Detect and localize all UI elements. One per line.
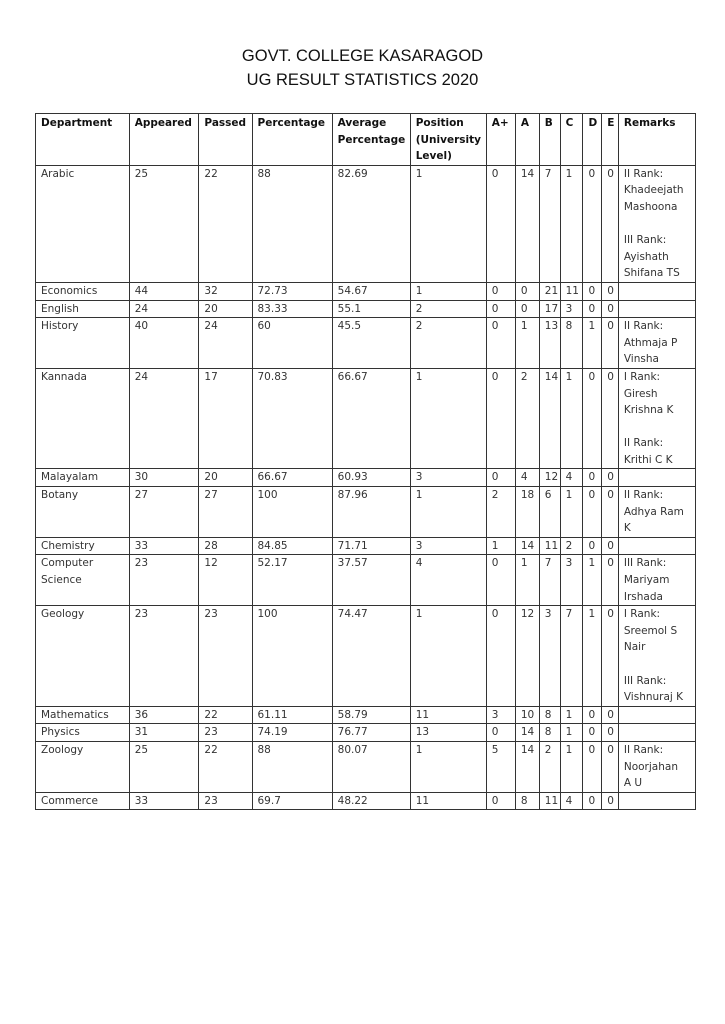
- cell-a-plus: 2: [486, 487, 515, 538]
- remarks-line: [624, 656, 693, 673]
- remarks-line: Mashoona: [623, 200, 678, 213]
- table-row: [36, 469, 696, 487]
- cell-department: Mathematics: [36, 706, 130, 724]
- cell-d: 0: [583, 706, 602, 724]
- cell-b: 11: [539, 792, 560, 810]
- cell-average-percentage: 55.1: [332, 300, 410, 318]
- cell-remarks: [618, 469, 695, 487]
- cell-e: 0: [602, 606, 619, 707]
- cell-remarks: [618, 282, 695, 300]
- cell-d: 1: [583, 606, 602, 707]
- cell-position: 3: [410, 469, 486, 487]
- remarks-line: Noorjahan: [623, 760, 678, 773]
- cell-position: 1: [410, 165, 486, 282]
- cell-appeared: 23: [129, 555, 199, 606]
- cell-department: Computer Science: [36, 555, 130, 606]
- cell-percentage: 88: [252, 741, 332, 792]
- cell-a-plus: 0: [486, 724, 515, 742]
- cell-a: 14: [515, 537, 539, 555]
- cell-b: 7: [539, 555, 560, 606]
- cell-c: 8: [560, 318, 583, 369]
- cell-c: 3: [560, 300, 583, 318]
- cell-department: Geology: [36, 606, 130, 707]
- cell-e: 0: [602, 282, 619, 300]
- remarks-line: [624, 419, 693, 436]
- cell-average-percentage: 45.5: [332, 318, 410, 369]
- cell-position: 1: [410, 282, 486, 300]
- cell-a: 1: [515, 318, 539, 369]
- remarks-line: Giresh: [623, 387, 658, 400]
- cell-d: 0: [583, 537, 602, 555]
- table-row: [36, 300, 696, 318]
- cell-remarks: [618, 555, 695, 606]
- remarks-line: I Rank:: [623, 608, 661, 621]
- cell-e: 0: [602, 792, 619, 810]
- cell-b: 12: [539, 469, 560, 487]
- cell-e: 0: [602, 537, 619, 555]
- cell-a: 14: [515, 165, 539, 282]
- cell-c: 1: [560, 724, 583, 742]
- cell-d: 1: [583, 318, 602, 369]
- cell-position: 13: [410, 724, 486, 742]
- cell-a: 2: [515, 368, 539, 469]
- cell-a-plus: 3: [486, 706, 515, 724]
- cell-c: 1: [560, 706, 583, 724]
- cell-percentage: 100: [252, 487, 332, 538]
- remarks-line: [624, 216, 693, 233]
- cell-department: Kannada: [36, 368, 130, 469]
- column-header: Average Percentage: [332, 114, 410, 166]
- column-header: B: [539, 114, 560, 166]
- remarks-line: Adhya Ram: [623, 505, 684, 518]
- cell-passed: 22: [199, 706, 252, 724]
- cell-average-percentage: 80.07: [332, 741, 410, 792]
- cell-average-percentage: 54.67: [332, 282, 410, 300]
- cell-appeared: 40: [129, 318, 199, 369]
- cell-department: Botany: [36, 487, 130, 538]
- cell-a: 12: [515, 606, 539, 707]
- cell-appeared: 25: [129, 165, 199, 282]
- cell-c: 4: [560, 469, 583, 487]
- cell-a-plus: 0: [486, 282, 515, 300]
- cell-passed: 28: [199, 537, 252, 555]
- remarks-line: K: [623, 522, 631, 535]
- cell-passed: 27: [199, 487, 252, 538]
- cell-department: Commerce: [36, 792, 130, 810]
- remarks-line: Athmaja P: [623, 336, 678, 349]
- cell-department: Physics: [36, 724, 130, 742]
- remarks-line: II Rank:: [623, 489, 664, 502]
- cell-b: 7: [539, 165, 560, 282]
- column-header: Department: [36, 114, 130, 166]
- cell-position: 4: [410, 555, 486, 606]
- cell-b: 13: [539, 318, 560, 369]
- cell-a: 4: [515, 469, 539, 487]
- cell-c: 4: [560, 792, 583, 810]
- cell-c: 7: [560, 606, 583, 707]
- cell-a-plus: 0: [486, 368, 515, 469]
- cell-remarks: [618, 724, 695, 742]
- cell-e: 0: [602, 741, 619, 792]
- cell-passed: 23: [199, 724, 252, 742]
- cell-c: 11: [560, 282, 583, 300]
- cell-a: 1: [515, 555, 539, 606]
- table-row: [36, 555, 696, 606]
- cell-passed: 32: [199, 282, 252, 300]
- cell-remarks: [618, 792, 695, 810]
- column-header: D: [583, 114, 602, 166]
- cell-passed: 23: [199, 792, 252, 810]
- cell-percentage: 52.17: [252, 555, 332, 606]
- cell-a: 10: [515, 706, 539, 724]
- table-row: [36, 487, 696, 538]
- table-row: [36, 165, 696, 282]
- cell-c: 1: [560, 741, 583, 792]
- cell-b: 17: [539, 300, 560, 318]
- cell-department: English: [36, 300, 130, 318]
- column-header: E: [602, 114, 619, 166]
- cell-a-plus: 0: [486, 469, 515, 487]
- cell-a-plus: 0: [486, 792, 515, 810]
- cell-d: 0: [583, 368, 602, 469]
- cell-c: 2: [560, 537, 583, 555]
- cell-appeared: 25: [129, 741, 199, 792]
- cell-e: 0: [602, 487, 619, 538]
- cell-d: 1: [583, 555, 602, 606]
- table-row: [36, 368, 696, 469]
- cell-average-percentage: 37.57: [332, 555, 410, 606]
- cell-a: 0: [515, 300, 539, 318]
- cell-a-plus: 0: [486, 606, 515, 707]
- cell-a: 0: [515, 282, 539, 300]
- cell-remarks: [618, 706, 695, 724]
- cell-remarks: [618, 741, 695, 792]
- cell-b: 3: [539, 606, 560, 707]
- cell-average-percentage: 71.71: [332, 537, 410, 555]
- cell-passed: 23: [199, 606, 252, 707]
- cell-department: Malayalam: [36, 469, 130, 487]
- column-header: Appeared: [129, 114, 199, 166]
- table-row: [36, 724, 696, 742]
- cell-passed: 20: [199, 300, 252, 318]
- remarks-line: Mariyam: [623, 574, 670, 587]
- cell-position: 1: [410, 487, 486, 538]
- cell-d: 0: [583, 487, 602, 538]
- cell-department: Zoology: [36, 741, 130, 792]
- remarks-line: Irshada: [623, 590, 663, 603]
- remarks-line: III Rank:: [623, 234, 667, 247]
- cell-b: 14: [539, 368, 560, 469]
- cell-position: 1: [410, 368, 486, 469]
- table-body: [36, 165, 696, 810]
- cell-average-percentage: 87.96: [332, 487, 410, 538]
- cell-e: 0: [602, 724, 619, 742]
- table-row: [36, 741, 696, 792]
- remarks-line: III Rank:: [623, 674, 667, 687]
- cell-b: 2: [539, 741, 560, 792]
- page-title: GOVT. COLLEGE KASARAGOD: [241, 47, 484, 65]
- cell-average-percentage: 76.77: [332, 724, 410, 742]
- cell-percentage: 66.67: [252, 469, 332, 487]
- cell-appeared: 31: [129, 724, 199, 742]
- table-row: [36, 706, 696, 724]
- cell-d: 0: [583, 741, 602, 792]
- results-table: [35, 113, 696, 810]
- cell-e: 0: [602, 469, 619, 487]
- cell-percentage: 72.73: [252, 282, 332, 300]
- cell-percentage: 70.83: [252, 368, 332, 469]
- cell-department: Arabic: [36, 165, 130, 282]
- cell-b: 11: [539, 537, 560, 555]
- cell-average-percentage: 58.79: [332, 706, 410, 724]
- cell-d: 0: [583, 282, 602, 300]
- cell-percentage: 100: [252, 606, 332, 707]
- table-row: [36, 606, 696, 707]
- cell-d: 0: [583, 724, 602, 742]
- cell-c: 1: [560, 487, 583, 538]
- cell-d: 0: [583, 165, 602, 282]
- cell-e: 0: [602, 165, 619, 282]
- cell-c: 1: [560, 165, 583, 282]
- cell-position: 11: [410, 706, 486, 724]
- cell-a-plus: 0: [486, 318, 515, 369]
- cell-e: 0: [602, 318, 619, 369]
- cell-remarks: [618, 487, 695, 538]
- cell-appeared: 24: [129, 300, 199, 318]
- remarks-line: I Rank:: [623, 370, 661, 383]
- remarks-line: Vishnuraj K: [623, 691, 684, 704]
- cell-percentage: 88: [252, 165, 332, 282]
- remarks-line: III Rank:: [623, 557, 667, 570]
- cell-position: 2: [410, 318, 486, 369]
- cell-passed: 22: [199, 741, 252, 792]
- remarks-line: II Rank:: [623, 167, 664, 180]
- cell-percentage: 84.85: [252, 537, 332, 555]
- cell-passed: 17: [199, 368, 252, 469]
- cell-a: 18: [515, 487, 539, 538]
- cell-a-plus: 5: [486, 741, 515, 792]
- remarks-line: Khadeejath: [623, 184, 684, 197]
- remarks-line: Ayishath: [623, 250, 669, 263]
- cell-position: 1: [410, 741, 486, 792]
- cell-percentage: 69.7: [252, 792, 332, 810]
- table-header-row: [36, 114, 696, 166]
- cell-position: 2: [410, 300, 486, 318]
- cell-a-plus: 0: [486, 300, 515, 318]
- remarks-line: II Rank:: [623, 437, 664, 450]
- remarks-line: Shifana TS: [623, 267, 680, 280]
- cell-b: 8: [539, 706, 560, 724]
- cell-average-percentage: 66.67: [332, 368, 410, 469]
- cell-position: 3: [410, 537, 486, 555]
- cell-e: 0: [602, 368, 619, 469]
- remarks-line: Krishna K: [623, 404, 674, 417]
- table-row: [36, 318, 696, 369]
- cell-d: 0: [583, 469, 602, 487]
- cell-average-percentage: 48.22: [332, 792, 410, 810]
- cell-b: 6: [539, 487, 560, 538]
- remarks-line: Vinsha: [623, 353, 659, 366]
- cell-passed: 22: [199, 165, 252, 282]
- cell-d: 0: [583, 792, 602, 810]
- cell-percentage: 61.11: [252, 706, 332, 724]
- column-header: A+: [486, 114, 515, 166]
- page-subtitle: UG RESULT STATISTICS 2020: [246, 71, 479, 89]
- table-row: [36, 282, 696, 300]
- cell-c: 1: [560, 368, 583, 469]
- cell-remarks: [618, 318, 695, 369]
- remarks-line: Nair: [623, 641, 646, 654]
- cell-passed: 20: [199, 469, 252, 487]
- column-header: Position (University Level): [410, 114, 486, 166]
- cell-department: History: [36, 318, 130, 369]
- cell-remarks: [618, 537, 695, 555]
- cell-department: Economics: [36, 282, 130, 300]
- remarks-line: Krithi C K: [623, 453, 673, 466]
- cell-b: 8: [539, 724, 560, 742]
- column-header: Passed: [199, 114, 252, 166]
- cell-remarks: [618, 368, 695, 469]
- cell-remarks: [618, 606, 695, 707]
- cell-e: 0: [602, 706, 619, 724]
- cell-e: 0: [602, 300, 619, 318]
- column-header: A: [515, 114, 539, 166]
- cell-appeared: 30: [129, 469, 199, 487]
- cell-average-percentage: 60.93: [332, 469, 410, 487]
- table-row: [36, 792, 696, 810]
- cell-c: 3: [560, 555, 583, 606]
- cell-passed: 24: [199, 318, 252, 369]
- cell-a-plus: 0: [486, 165, 515, 282]
- cell-position: 11: [410, 792, 486, 810]
- cell-appeared: 33: [129, 537, 199, 555]
- cell-percentage: 83.33: [252, 300, 332, 318]
- cell-percentage: 60: [252, 318, 332, 369]
- cell-average-percentage: 82.69: [332, 165, 410, 282]
- cell-remarks: [618, 300, 695, 318]
- cell-passed: 12: [199, 555, 252, 606]
- remarks-line: A U: [623, 777, 643, 790]
- remarks-line: II Rank:: [623, 743, 664, 756]
- cell-remarks: [618, 165, 695, 282]
- cell-b: 21: [539, 282, 560, 300]
- table-row: [36, 537, 696, 555]
- cell-a-plus: 1: [486, 537, 515, 555]
- cell-a-plus: 0: [486, 555, 515, 606]
- cell-percentage: 74.19: [252, 724, 332, 742]
- column-header: Percentage: [252, 114, 332, 166]
- cell-d: 0: [583, 300, 602, 318]
- cell-position: 1: [410, 606, 486, 707]
- cell-a: 14: [515, 724, 539, 742]
- cell-a: 8: [515, 792, 539, 810]
- column-header: Remarks: [618, 114, 695, 166]
- column-header: C: [560, 114, 583, 166]
- cell-appeared: 36: [129, 706, 199, 724]
- remarks-line: Sreemol S: [623, 624, 678, 637]
- cell-e: 0: [602, 555, 619, 606]
- remarks-line: II Rank:: [623, 320, 664, 333]
- cell-appeared: 27: [129, 487, 199, 538]
- cell-a: 14: [515, 741, 539, 792]
- cell-appeared: 44: [129, 282, 199, 300]
- cell-appeared: 33: [129, 792, 199, 810]
- cell-department: Chemistry: [36, 537, 130, 555]
- cell-appeared: 23: [129, 606, 199, 707]
- cell-appeared: 24: [129, 368, 199, 469]
- cell-average-percentage: 74.47: [332, 606, 410, 707]
